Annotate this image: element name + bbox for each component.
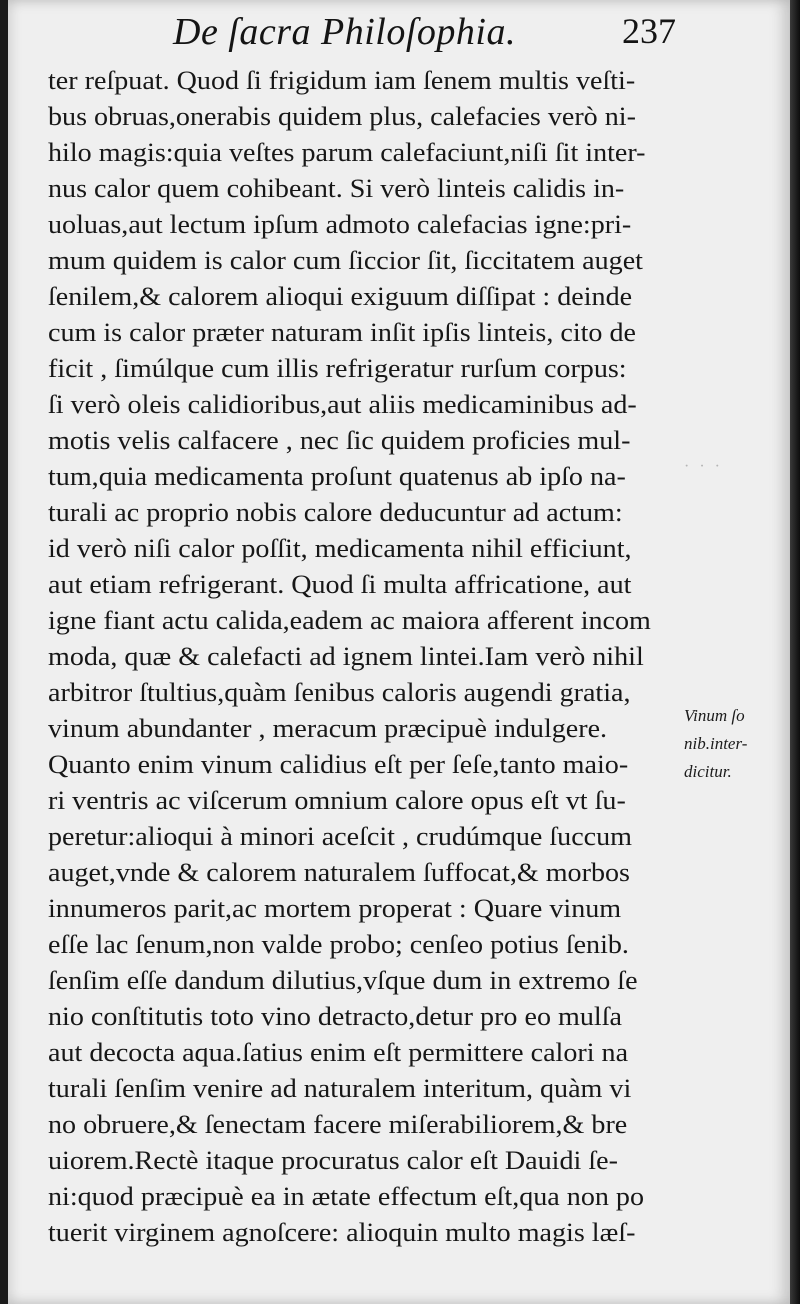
show-through-specks: · · ·: [684, 458, 723, 475]
text-line: tuerit virginem agnoſcere: alioquin multo magis læſ-: [48, 1218, 636, 1247]
text-line: nio conſtitutis toto vino detracto,detur pro eo mulſa: [48, 1002, 622, 1031]
text-line: no obruere,& ſenectam facere miſerabiliorem,& bre: [48, 1110, 628, 1139]
text-line: bus obruas,onerabis quidem plus, calefacies verò ni-: [48, 102, 636, 131]
text-line: turali ac proprio nobis calore deducuntur ad actum:: [48, 498, 623, 527]
text-line: ſenilem,& calorem alioqui exiguum diſſipat : deinde: [48, 282, 633, 311]
text-line: aut decocta aqua.ſatius enim eſt permittere calori na: [48, 1038, 629, 1067]
text-line: motis velis calfacere , nec ſic quidem proficies mul-: [48, 426, 631, 455]
text-line: aut etiam refrigerant. Quod ſi multa affricatione, aut: [48, 570, 632, 599]
text-line: innumeros parit,ac mortem properat : Quare vinum: [48, 894, 622, 923]
text-line: ficit , ſimúlque cum illis refrigeratur rurſum corpus:: [48, 354, 627, 383]
text-line: mum quidem is calor cum ſiccior ſit, ſiccitatem auget: [48, 246, 643, 275]
text-line: ri ventris ac viſcerum omnium calore opus eſt vt ſu-: [48, 786, 626, 815]
text-line: nus calor quem cohibeant. Si verò linteis calidis in-: [48, 174, 625, 203]
text-line: Quanto enim vinum calidius eſt per ſeſe,tanto maio-: [48, 750, 629, 779]
text-line: uiorem.Rectè itaque procuratus calor eſt Dauidi ſe-: [48, 1146, 618, 1175]
book-page: [8, 0, 791, 1304]
text-line: arbitror ſtultius,quàm ſenibus caloris augendi gratia,: [48, 678, 631, 707]
page-number: 237: [622, 11, 676, 51]
text-line: auget,vnde & calorem naturalem ſuffocat,& morbos: [48, 858, 630, 887]
text-line: ſenſim eſſe dandum dilutius,vſque dum in extremo ſe: [48, 966, 638, 995]
text-line: ter reſpuat. Quod ſi frigidum iam ſenem multis veſti-: [48, 66, 636, 95]
text-line: igne fiant actu calida,eadem ac maiora afferent incom: [48, 606, 651, 635]
marginal-note-line: dicitur.: [684, 762, 732, 781]
text-line: turali ſenſim venire ad naturalem interitum, quàm vi: [48, 1074, 632, 1103]
text-line: hilo magis:quia veſtes parum calefaciunt,niſi ſit inter-: [48, 138, 646, 167]
text-line: moda, quæ & calefacti ad ignem lintei.Iam verò nihil: [48, 642, 644, 671]
text-line: eſſe lac ſenum,non valde probo; cenſeo potius ſenib.: [48, 930, 629, 959]
text-line: peretur:alioqui à minori aceſcit , crudúmque ſuccum: [48, 822, 633, 851]
page-edge-shadow: [790, 0, 800, 1304]
text-line: id verò niſi calor poſſit, medicamenta nihil efficiunt,: [48, 534, 632, 563]
text-line: ni:quod præcipuè ea in ætate effectum eſt,qua non po: [48, 1182, 645, 1211]
text-line: vinum abundanter , meracum præcipuè indulgere.: [48, 714, 608, 743]
text-line: cum is calor præter naturam inſit ipſis linteis, cito de: [48, 318, 637, 347]
text-line: ſi verò oleis calidioribus,aut aliis medicaminibus ad-: [48, 390, 637, 419]
text-line: uoluas,aut lectum ipſum admoto calefacias igne:pri-: [48, 210, 632, 239]
running-header-title: De ſacra Philoſophia.: [173, 11, 516, 53]
marginal-note-line: Vinum ſo: [684, 706, 745, 725]
text-line: tum,quia medicamenta proſunt quatenus ab ipſo na-: [48, 462, 626, 491]
marginal-note-line: nib.inter-: [684, 734, 748, 753]
